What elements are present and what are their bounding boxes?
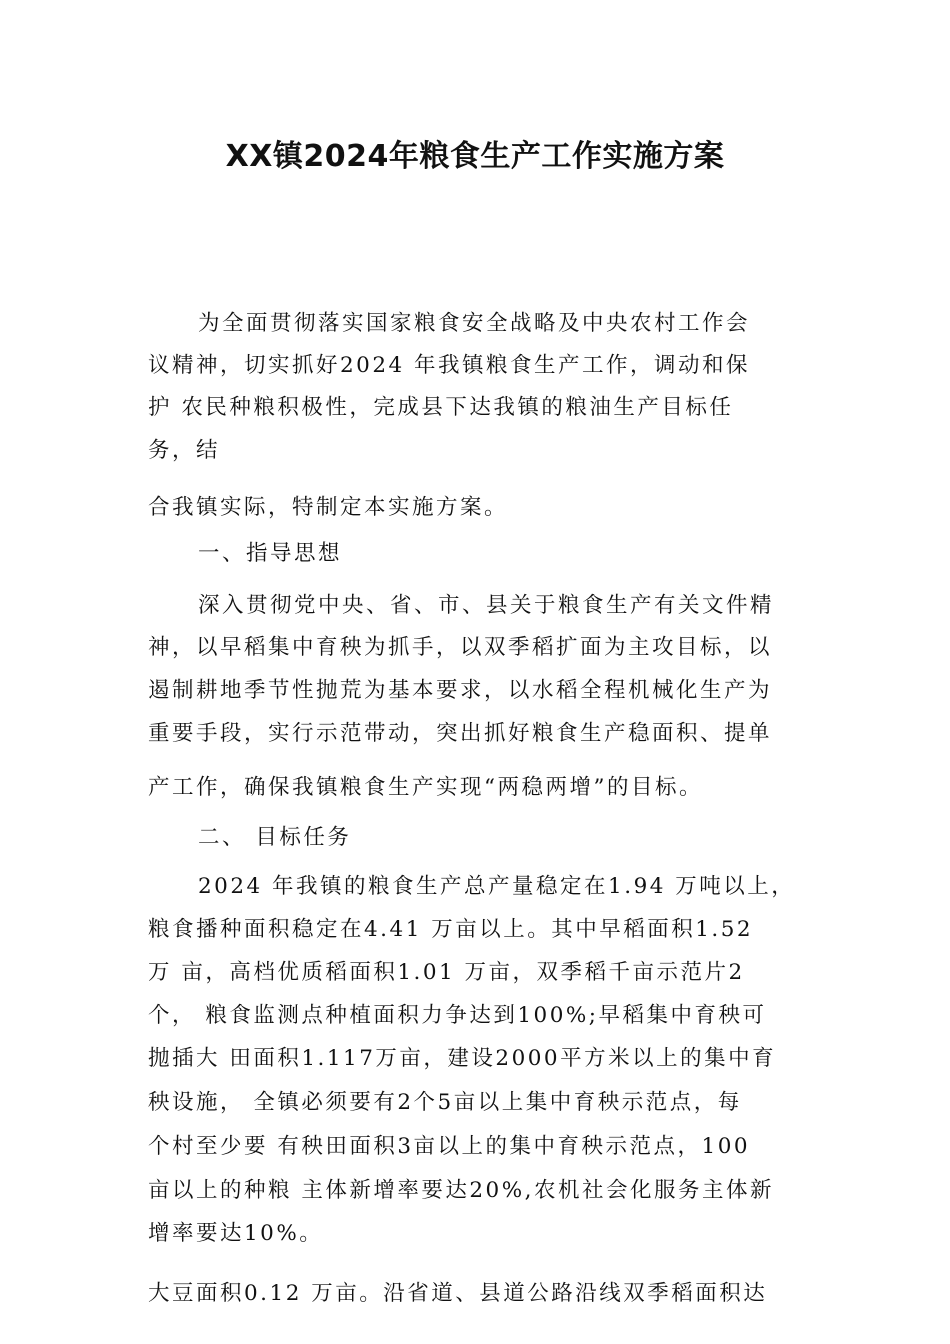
paragraph-line: 2024 年我镇的粮食生产总产量稳定在1.94 万吨以上， xyxy=(198,874,796,899)
paragraph-line: 议精神，切实抓好2024 年我镇粮食生产工作，调动和保 xyxy=(148,353,751,378)
paragraph-line: 增率要达10%。 xyxy=(148,1221,324,1246)
paragraph-line: 大豆面积0.12 万亩。沿省道、县道公路沿线双季稻面积达 xyxy=(148,1281,768,1306)
section-heading: 二、 目标任务 xyxy=(198,825,352,850)
paragraph-line: 抛插大 田面积1.117万亩，建设2000平方米以上的集中育 xyxy=(148,1046,777,1071)
paragraph-line: 万 亩，高档优质稻面积1.01 万亩，双季稻千亩示范片2 xyxy=(148,960,745,985)
paragraph-line: 秧设施， 全镇必须要有2个5亩以上集中育秧示范点，每 xyxy=(148,1090,742,1115)
paragraph-line: 深入贯彻党中央、省、市、县关于粮食生产有关文件精 xyxy=(198,593,775,618)
paragraph-line: 护 农民种粮积极性，完成县下达我镇的粮油生产目标任 xyxy=(148,395,734,420)
paragraph-line: 合我镇实际，特制定本实施方案。 xyxy=(148,495,509,520)
paragraph-line: 产工作，确保我镇粮食生产实现“两稳两增”的目标。 xyxy=(148,775,703,800)
paragraph-line: 为全面贯彻落实国家粮食安全战略及中央农村工作会 xyxy=(198,311,751,336)
paragraph-line: 个， 粮食监测点种植面积力争达到100%;早稻集中育秧可 xyxy=(148,1003,767,1028)
paragraph-line: 遏制耕地季节性抛荒为基本要求，以水稻全程机械化生产为 xyxy=(148,678,773,703)
paragraph-line: 亩以上的种粮 主体新增率要达20%,农机社会化服务主体新 xyxy=(148,1178,774,1203)
paragraph-line: 粮食播种面积稳定在4.41 万亩以上。其中早稻面积1.52 xyxy=(148,917,754,942)
paragraph-line: 重要手段，实行示范带动，突出抓好粮食生产稳面积、提单 xyxy=(148,721,773,746)
paragraph-line: 个村至少要 有秧田面积3亩以上的集中育秧示范点，100 xyxy=(148,1134,751,1159)
paragraph-line: 务，结 xyxy=(148,438,221,463)
section-heading: 一、指导思想 xyxy=(198,541,343,566)
document-title: XX镇2024年粮食生产工作实施方案 xyxy=(225,139,725,174)
paragraph-line: 神，以早稻集中育秧为抓手，以双季稻扩面为主攻目标，以 xyxy=(148,635,773,660)
